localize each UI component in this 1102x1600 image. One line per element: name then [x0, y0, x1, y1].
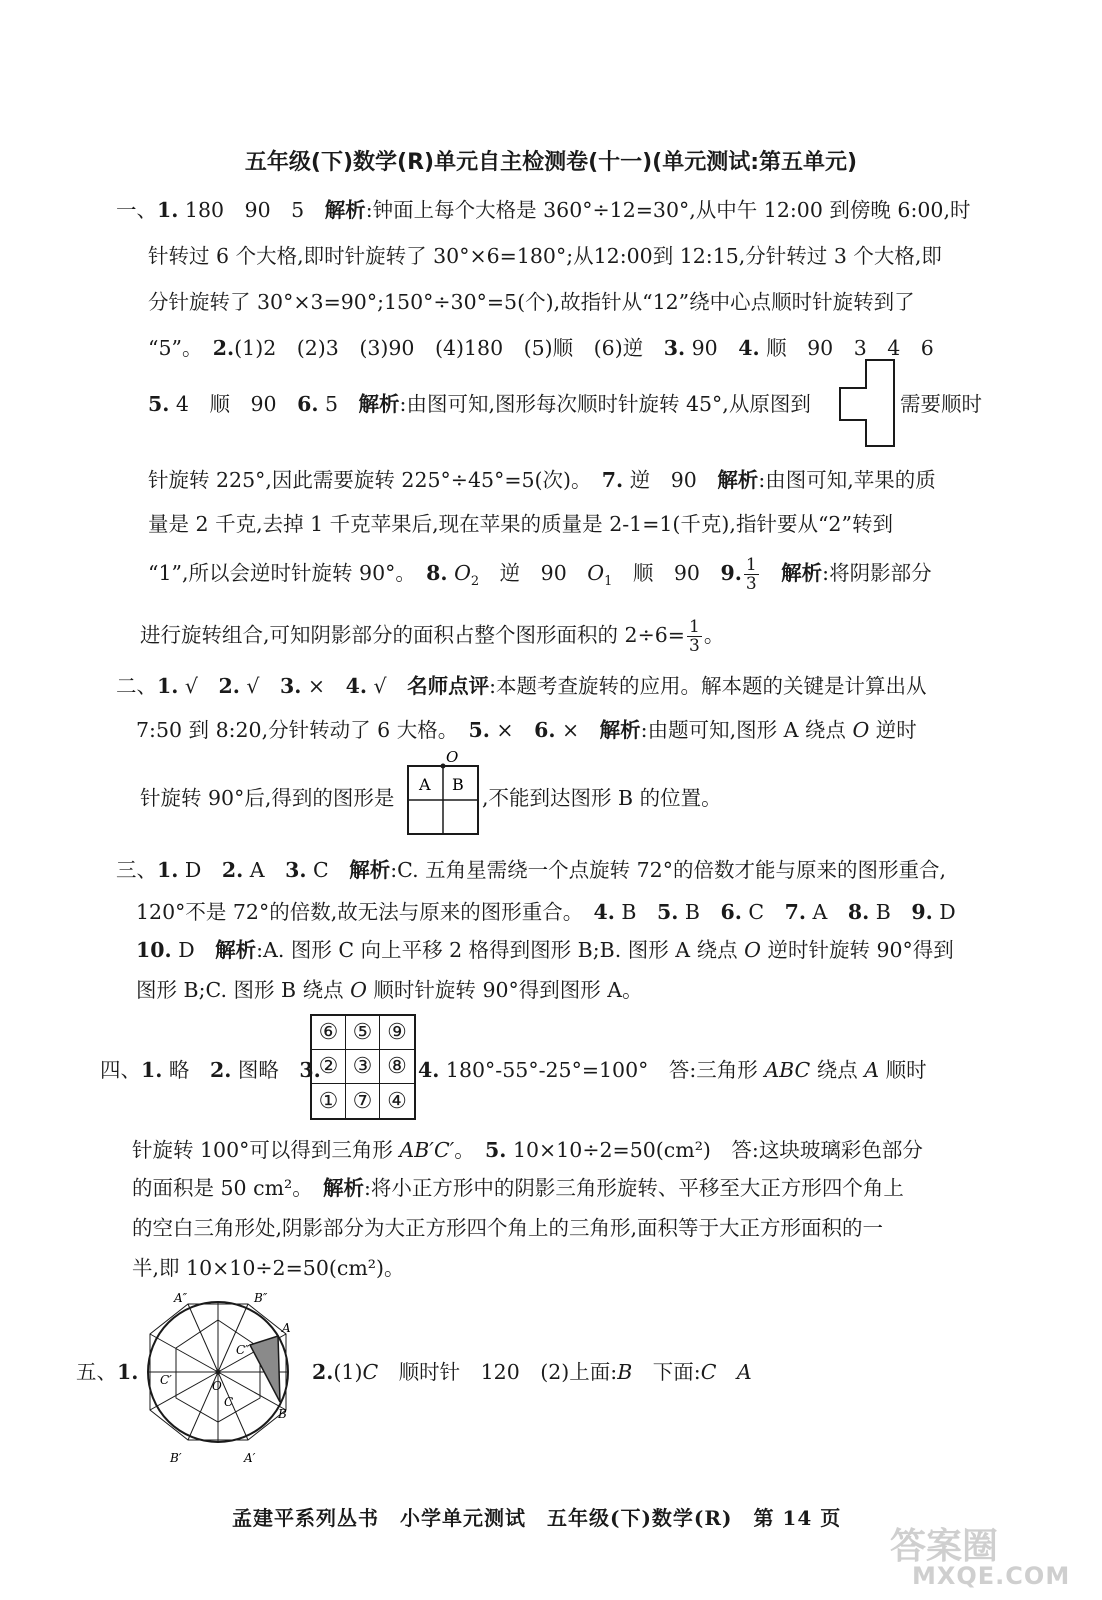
grid-cell: ④	[387, 1088, 407, 1114]
sec1-line6: 针旋转 225°,因此需要旋转 225°÷45°=5(次)。 7. 逆 90 解析:由图可知,苹果的质	[148, 468, 936, 492]
label-o: O	[212, 1379, 222, 1393]
sec4-line5: 半,即 10×10÷2=50(cm²)。	[132, 1256, 405, 1280]
sec1-line5-tail: 需要顺时	[900, 392, 982, 416]
sec4-line1-lead: 四、1. 略 2. 图略 3.	[100, 1058, 321, 1082]
watermark-url: MXQE.COM	[912, 1562, 1071, 1590]
fraction-one-third-2: $\frac{1}{3}$	[688, 617, 700, 656]
sec1-line8: “1”,所以会逆时针旋转 90°。 8. $O_2$ 逆 90 $O_1$ 顺 90 9. $\frac{1}{3}$ 解析:将阴影部分	[148, 555, 932, 594]
sec4-line2: 针旋转 100°可以得到三角形 AB′C′。 5. 10×10÷2=50(cm²) 答:这块玻璃彩色部分	[132, 1138, 923, 1162]
grid-cell: ②	[312, 1050, 346, 1084]
point-o-label: O	[446, 748, 459, 766]
label-b: B	[278, 1407, 287, 1421]
label-c: C	[224, 1395, 234, 1409]
sec2-line3-tail: ,不能到达图形 B 的位置。	[482, 786, 722, 810]
sec1-line9: 进行旋转组合,可知阴影部分的面积占整个图形面积的 2÷6= $\frac{1}{3}$ 。	[140, 617, 725, 656]
grid-cell: ①	[312, 1084, 346, 1118]
cross-shape-figure	[836, 358, 898, 450]
figure-a-label: A	[419, 775, 431, 794]
sec1-line2: 针转过 6 个大格,即时针旋转了 30°×6=180°;从12:00到 12:15,分针转过 3 个大格,即	[148, 244, 942, 268]
sec3-line3: 10. D 解析:A. 图形 C 向上平移 2 格得到图形 B;B. 图形 A 绕点 O 逆时针旋转 90°得到	[136, 938, 954, 962]
label-b-prime: B′	[170, 1451, 182, 1465]
rotation-circle-figure	[140, 1290, 300, 1470]
sec5-text: 2.(1)C 顺时针 120 (2)上面:B 下面:C A	[312, 1360, 752, 1384]
sec1-line3: 分针旋转了 30°×3=90°;150°÷30°=5(个),故指针从“12”绕中心点顺时针旋转到了	[148, 290, 915, 314]
page-footer: 孟建平系列丛书 小学单元测试 五年级(下)数学(R) 第 14 页	[232, 1506, 842, 1530]
label-b-double-prime: B″	[254, 1291, 268, 1305]
sec4-line4: 的空白三角形处,阴影部分为大正方形四个角上的三角形,面积等于大正方形面积的一	[132, 1216, 884, 1240]
sec1-line7: 量是 2 千克,去掉 1 千克苹果后,现在苹果的质量是 2-1=1(千克),指针要从“2”转到	[148, 512, 893, 536]
grid-cell: ⑧	[380, 1050, 414, 1084]
grid-cell: ⑤	[346, 1016, 380, 1050]
label-c-prime: C′	[160, 1373, 172, 1387]
sec2-line2: 7:50 到 8:20,分针转动了 6 大格。 5. × 6. × 解析:由题可知,图形 A 绕点 O 逆时	[136, 718, 917, 742]
sec4-line1-tail: 4. 180°-55°-25°=100° 答:三角形 ABC 绕点 A 顺时	[418, 1058, 927, 1082]
sec2-line3: 针旋转 90°后,得到的图形是	[140, 786, 395, 810]
fraction-one-third: $\frac{1}{3}$	[745, 555, 757, 594]
sec1-line4: “5”。 2.(1)2 (2)3 (3)90 (4)180 (5)顺 (6)逆 3. 90 4. 顺 90 3 4 6	[148, 336, 934, 360]
sec4-line3: 的面积是 50 cm²。 解析:将小正方形中的阴影三角形旋转、平移至大正方形四个角上	[132, 1176, 904, 1200]
grid-cell: ⑥	[312, 1016, 346, 1050]
watermark-logo: 答案圈	[890, 1526, 999, 1567]
label-c-double-prime: C″	[236, 1343, 250, 1357]
grid-cell: ③	[346, 1050, 380, 1084]
label-a: A	[282, 1321, 291, 1335]
figure-b-label: B	[452, 775, 464, 794]
number-grid	[310, 1014, 416, 1120]
sec3-line1: 三、1. D 2. A 3. C 解析:C. 五角星需绕一个点旋转 72°的倍数才能与原来的图形重合,	[116, 858, 946, 882]
sec1-line1: 一、1. 180 90 5 解析:钟面上每个大格是 360°÷12=30°,从中午 12:00 到傍晚 6:00,时	[116, 198, 971, 222]
grid-cell: ⑨	[380, 1016, 414, 1050]
page-title: 五年级(下)数学(R)单元自主检测卷(十一)(单元测试:第五单元)	[244, 150, 858, 175]
sec3-line2: 120°不是 72°的倍数,故无法与原来的图形重合。 4. B 5. B 6. C 7. A 8. B 9. D	[136, 900, 956, 924]
sec5-lead: 五、1.	[76, 1360, 139, 1384]
sec3-line4: 图形 B;C. 图形 B 绕点 O 顺时针旋转 90°得到图形 A。	[136, 978, 643, 1002]
grid-cell: ⑦	[346, 1084, 380, 1118]
label-a-prime: A′	[244, 1451, 256, 1465]
rotation-square-figure	[406, 748, 480, 836]
sec1-line5: 5. 4 顺 90 6. 5 解析:由图可知,图形每次顺时针旋转 45°,从原图到	[148, 392, 811, 416]
label-a-double-prime: A″	[174, 1291, 188, 1305]
sec2-line1: 二、1. √ 2. √ 3. × 4. √ 名师点评:本题考查旋转的应用。解本题的关键是计算出从	[116, 674, 927, 698]
